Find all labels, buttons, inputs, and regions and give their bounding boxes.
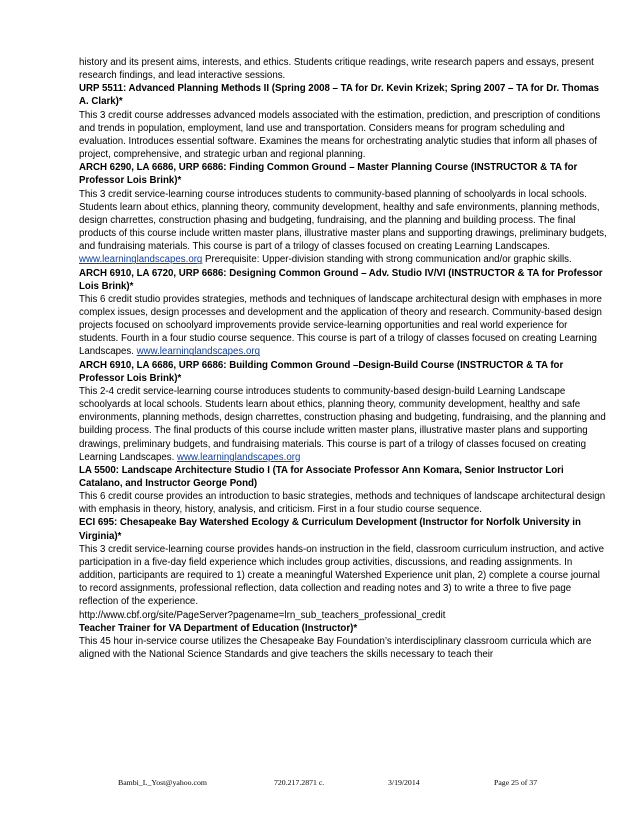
course-description [79,385,607,464]
course-description [79,635,607,661]
course-heading [79,464,607,490]
footer-phone: 720.217.2871 c. [274,778,325,787]
text-run: ECI 695: Chesapeake Bay Watershed Ecology & Curriculum Development (Instructor for Norfolk University in Virginia)* [79,517,581,542]
text-run: http://www.cbf.org/site/PageServer?pagename=lrn_sub_teachers_professional_credit [79,609,446,621]
text-run: Prerequisite: Upper-division standing with strong communication and/or graphic skills. [202,254,572,266]
text-run: This 45 hour in-service course utilizes the Chesapeake Bay Foundation’s interdisciplinary classroom curricula which are aligned with the National Science Standards and give teachers the skills necessary to teach their [79,635,592,661]
course-description [79,293,607,359]
text-run: This 3 credit service-learning course introduces students to community-based planning of schoolyards in local schools. Students learn about ethics, planning theory, community development, healthy and safe environments, planning methods, design charrettes, construction phasing and budgeting, fundraising, and the planning and building process. The final products of this course include written master plans, illustrative master plans and supporting drawings, preliminary budgets, and fundraising materials. This course is part of a trilogy of classes focused on creating Learning Landscapes. [79,188,607,253]
text-run: LA 5500: Landscape Architecture Studio I (TA for Associate Professor Ann Komara, Senior Instructor Lori Catalano, and Instructor George Pond) [79,464,564,489]
course-heading [79,622,607,635]
text-run: ARCH 6910, LA 6686, URP 6686: Building Common Ground –Design-Build Course (INSTRUCTOR & TA for Professor Lois Brink)* [79,359,564,384]
text-run: ARCH 6290, LA 6686, URP 6686: Finding Common Ground – Master Planning Course (INSTRUCTOR & TA for Professor Lois Brink)* [79,162,578,187]
website-link[interactable]: www.learninglandscapes.org [177,451,301,463]
text-run: This 6 credit course provides an introduction to basic strategies, methods and techniques of landscape architectural design with emphasis in theory, history, analysis, and criticism. First in a four studio course sequence. [79,491,606,516]
course-description [79,490,607,516]
course-description [79,188,607,267]
course-description [79,609,607,622]
footer-email: Bambi_L_Yost@yahoo.com [118,778,207,787]
text-run: URP 5511: Advanced Planning Methods II (Spring 2008 – TA for Dr. Kevin Krizek; Spring 2007 – TA for Dr. Thomas A. Clark)* [79,83,600,108]
page-footer [0,778,638,792]
website-link[interactable]: www.learninglandscapes.org [136,346,260,358]
text-run: This 6 credit studio provides strategies, methods and techniques of landscape architectural design with emphases in more complex issues, design processes and development and the application of theory and research. Community-based design projects focused on schoolyard improvements provide service-learning opportunities and real world experience for students. Fourth in a four studio course sequence. This course is part of a trilogy of classes focused on creating Learning Landscapes. [79,293,602,358]
footer-date: 3/19/2014 [388,778,420,787]
text-run: history and its present aims, interests, and ethics. Students critique readings, write research papers and essays, present research findings, and lead interactive sessions. [79,57,594,82]
footer-page-number: Page 25 of 37 [494,778,538,787]
text-run: ARCH 6910, LA 6720, URP 6686: Designing Common Ground – Adv. Studio IV/VI (INSTRUCTOR & TA for Professor Lois Brink)* [79,267,603,292]
course-heading [79,359,607,385]
text-run: Teacher Trainer for VA Department of Education (Instructor)* [79,622,358,634]
website-link[interactable]: www.learninglandscapes.org [79,254,203,266]
course-description [79,109,607,162]
course-heading [79,267,607,293]
course-heading [79,161,607,187]
text-run: This 3 credit service-learning course provides hands-on instruction in the field, classroom curriculum instruction, and active participation in a five-day field experience which includes group activities, discussions, and reading assignments. In addition, participants are required to 1) create a meaningful Watershed Experience unit plan, 2) complete a course journal to record assignments, professional reflection, data collection and reading notes and 3) to write a three to five page reflection of the experience. [79,543,604,608]
course-heading [79,82,607,108]
text-run: This 2-4 credit service-learning course introduces students to community-based design-build Learning Landscape schoolyards at local schools. Students learn about ethics, planning theory, community development, healthy and safe environments, planning methods, design charrettes, construction phasing and budgeting, fundraising, and the planning and building process. The final products of this course include written master plans, illustrative master plans and supporting drawings, preliminary budgets, and fundraising materials. This course is part of a trilogy of classes focused on creating Learning Landscapes. [79,385,606,463]
course-description [79,56,607,82]
course-heading [79,516,607,542]
text-run: This 3 credit course addresses advanced models associated with the estimation, prediction, and prescription of conditions and trends in population, employment, land use and transportation. Considers means for program scheduling and evaluation. Introduces essential software. Examines the means for orchestrating analytic studies that inform all phases of project, comprehensive, and strategic urban and regional planning. [79,109,601,161]
page-body [79,56,607,661]
course-description [79,543,607,609]
